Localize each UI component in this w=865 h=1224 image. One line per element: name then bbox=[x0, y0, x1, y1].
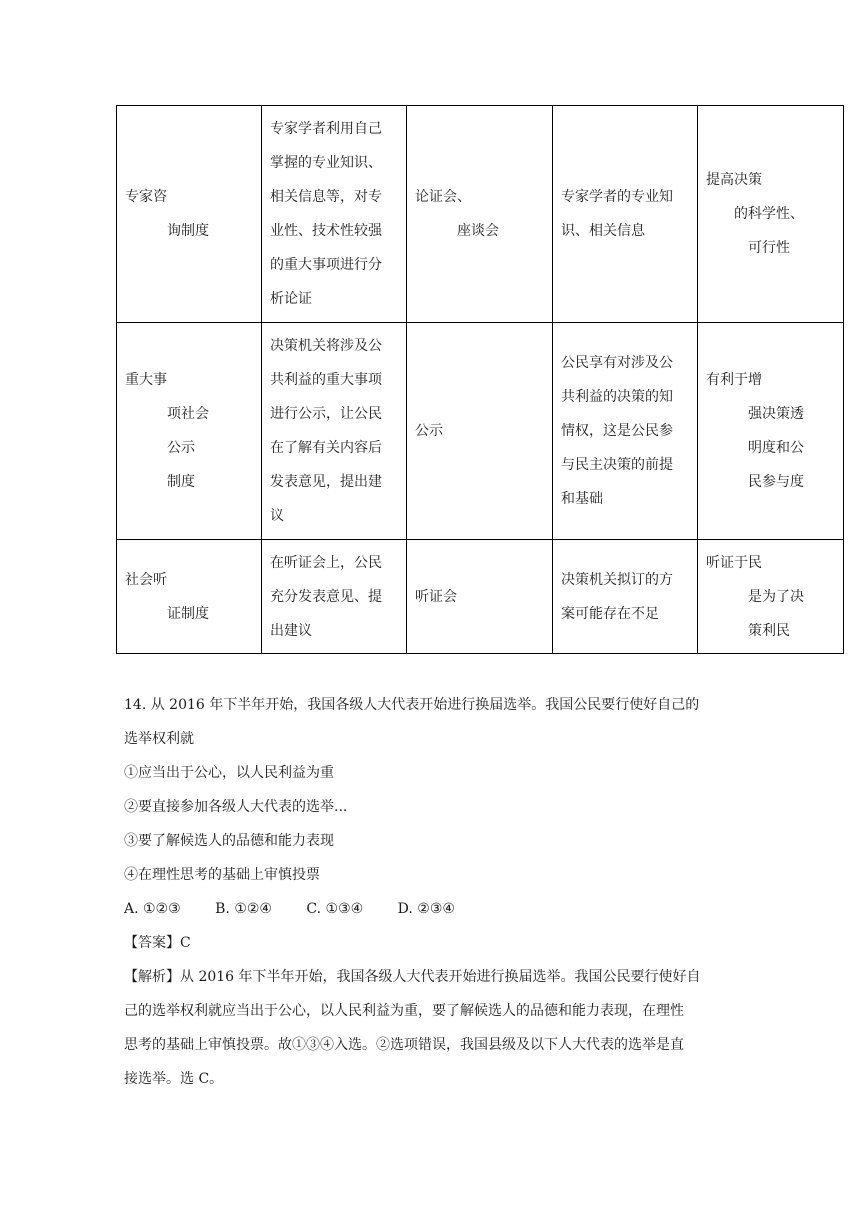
answer-choices bbox=[124, 892, 764, 926]
cell-description bbox=[262, 540, 407, 654]
cell-line: 证制度 bbox=[167, 605, 209, 622]
cell-line: 策利民 bbox=[748, 622, 790, 639]
cell-line: 专家学者利用自己 bbox=[270, 121, 382, 137]
cell-basis bbox=[553, 540, 698, 654]
analysis-text: 【解析】从 2016 年下半年开始，我国各级人大代表开始进行换届选举。我国公民要行使好自 bbox=[124, 969, 701, 985]
cell-line: 决策机关将涉及公 bbox=[270, 338, 382, 354]
cell-line: 识、相关信息 bbox=[561, 223, 645, 239]
cell-line: 座谈会 bbox=[457, 223, 499, 239]
cell-description bbox=[262, 106, 407, 323]
policy-table bbox=[116, 105, 844, 654]
cell-line: 发表意见，提出建 bbox=[270, 474, 382, 490]
table-row bbox=[117, 106, 844, 323]
cell-line: 在了解有关内容后 bbox=[270, 440, 382, 456]
cell-line: 共利益的重大事项 bbox=[270, 372, 382, 388]
cell-description bbox=[262, 323, 407, 540]
cell-line: 强决策透 bbox=[748, 406, 804, 422]
cell-effect bbox=[698, 540, 844, 654]
question-14 bbox=[124, 688, 764, 1096]
cell-line: 明度和公 bbox=[748, 440, 804, 456]
cell-line: 论证会、 bbox=[415, 189, 471, 205]
cell-form bbox=[407, 106, 553, 323]
analysis-text: 己的选举权利就应当出于公心，以人民利益为重，要了解候选人的品德和能力表现，在理性 bbox=[124, 1003, 684, 1019]
cell-name bbox=[117, 106, 262, 323]
cell-line: 民参与度 bbox=[748, 474, 804, 490]
question-item: ②要直接参加各级人大代表的选举... bbox=[124, 799, 348, 815]
cell-line: 制度 bbox=[167, 474, 195, 490]
cell-line: 掌握的专业知识、 bbox=[270, 155, 382, 171]
cell-line: 公示 bbox=[167, 440, 195, 456]
choice-a: A. ①②③ bbox=[124, 901, 181, 917]
question-item: ①应当出于公心，以人民利益为重 bbox=[124, 765, 334, 781]
cell-name bbox=[117, 540, 262, 654]
cell-line: 公示 bbox=[415, 423, 443, 439]
cell-line: 进行公示，让公民 bbox=[270, 406, 382, 422]
choice-d: D. ②③④ bbox=[397, 901, 455, 917]
question-item: ③要了解候选人的品德和能力表现 bbox=[124, 833, 334, 849]
answer-label: 【答案】C bbox=[124, 935, 191, 951]
table-row bbox=[117, 540, 844, 654]
cell-basis bbox=[553, 106, 698, 323]
cell-line: 提高决策 bbox=[706, 172, 762, 188]
cell-line: 有利于增 bbox=[706, 372, 762, 388]
cell-name bbox=[117, 323, 262, 540]
cell-line: 社会听 bbox=[125, 571, 167, 588]
cell-line: 出建议 bbox=[270, 622, 312, 639]
cell-line: 和基础 bbox=[561, 491, 603, 507]
table-row bbox=[117, 323, 844, 540]
cell-line: 案可能存在不足 bbox=[561, 605, 659, 622]
cell-line: 听证会 bbox=[415, 588, 457, 605]
cell-line: 决策机关拟订的方 bbox=[561, 571, 673, 588]
cell-form bbox=[407, 323, 553, 540]
cell-line: 可行性 bbox=[748, 240, 790, 256]
cell-line: 相关信息等，对专 bbox=[270, 189, 382, 205]
cell-line: 在听证会上，公民 bbox=[270, 554, 382, 571]
cell-line: 的科学性、 bbox=[734, 206, 804, 222]
cell-line: 析论证 bbox=[270, 291, 312, 307]
cell-line: 的重大事项进行分 bbox=[270, 257, 382, 273]
cell-line: 专家学者的专业知 bbox=[561, 189, 673, 205]
question-item: ④在理性思考的基础上审慎投票 bbox=[124, 867, 320, 883]
cell-line: 充分发表意见、提 bbox=[270, 588, 382, 605]
analysis-text: 接选举。选 C。 bbox=[124, 1071, 224, 1087]
cell-line: 听证于民 bbox=[706, 554, 762, 571]
cell-line: 是为了决 bbox=[748, 588, 804, 605]
cell-line: 专家咨 bbox=[125, 189, 167, 205]
cell-line: 业性、技术性较强 bbox=[270, 223, 382, 239]
cell-effect bbox=[698, 323, 844, 540]
cell-line: 重大事 bbox=[125, 372, 167, 388]
cell-basis bbox=[553, 323, 698, 540]
cell-form bbox=[407, 540, 553, 654]
cell-line: 议 bbox=[270, 508, 284, 524]
cell-line: 询制度 bbox=[167, 223, 209, 239]
analysis-text: 思考的基础上审慎投票。故①③④入选。②选项错误，我国县级及以下人大代表的选举是直 bbox=[124, 1037, 684, 1053]
cell-line: 与民主决策的前提 bbox=[561, 457, 673, 473]
cell-line: 公民享有对涉及公 bbox=[561, 355, 673, 371]
question-stem: 选举权利就 bbox=[124, 731, 194, 747]
question-stem: 14. 从 2016 年下半年开始，我国各级人大代表开始进行换届选举。我国公民要行使好自己的 bbox=[124, 697, 700, 713]
cell-line: 情权，这是公民参 bbox=[561, 423, 673, 439]
cell-line: 共利益的决策的知 bbox=[561, 389, 673, 405]
cell-effect bbox=[698, 106, 844, 323]
choice-c: C. ①③④ bbox=[306, 901, 364, 917]
cell-line: 项社会 bbox=[167, 406, 209, 422]
choice-b: B. ①②④ bbox=[215, 901, 272, 917]
